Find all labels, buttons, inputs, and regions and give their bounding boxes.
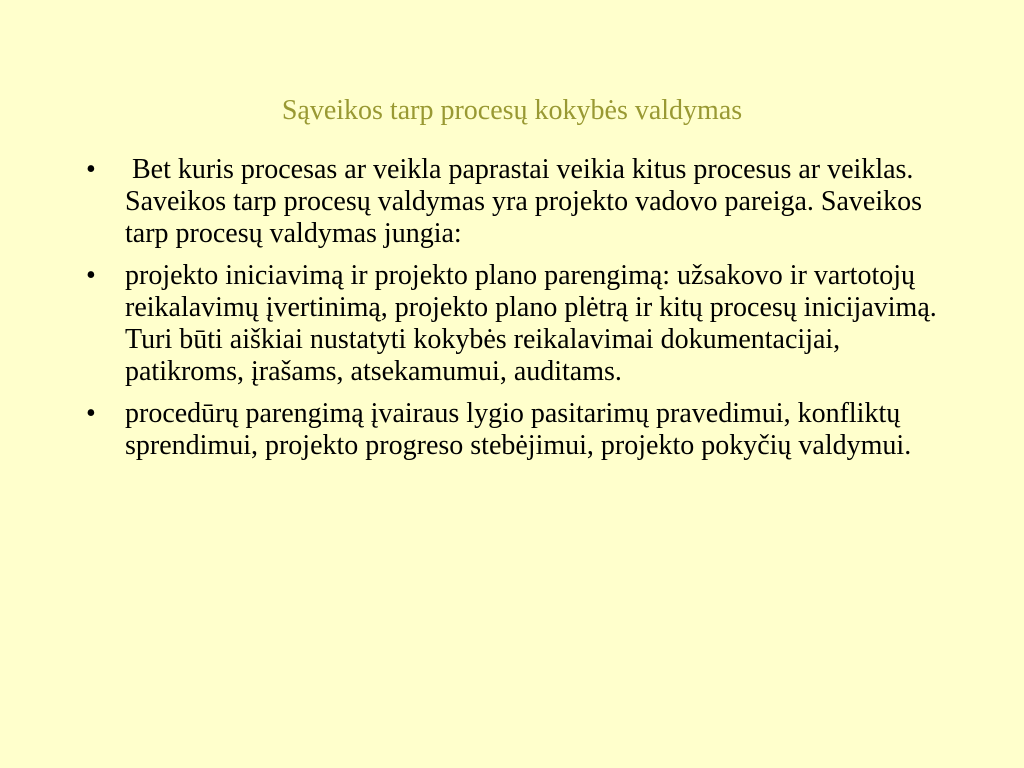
- bullet-icon: •: [86, 260, 96, 291]
- bullet-icon: •: [86, 398, 96, 429]
- bullet-text-1: Bet kuris procesas ar veikla paprastai veikia kitus procesus ar veiklas. Saveikos tarp procesų valdymas yra projekto vadovo pareiga. Saveikos tarp procesų valdymas jungia:: [125, 154, 930, 249]
- bullet-item-1: [84, 154, 964, 250]
- bullet-text-2: projekto iniciavimą ir projekto plano parengimą: užsakovo ir vartotojų reikalavimų įvertinimą, projekto plano plėtrą ir kitų procesų inicijavimą. Turi būti aiškiai nustatyti kokybės reikalavimai dokumentacijai, patikroms, įrašams, atsekamumui, auditams.: [125, 260, 937, 387]
- bullet-icon: •: [86, 154, 96, 185]
- bullet-item-2: [84, 260, 964, 388]
- bullet-text-3: procedūrų parengimą įvairaus lygio pasitarimų pravedimui, konfliktų sprendimui, projekto progreso stebėjimui, projekto pokyčių valdymui.: [125, 398, 912, 461]
- bullet-list: [84, 154, 964, 472]
- bullet-item-3: [84, 398, 964, 462]
- slide-title: Sąveikos tarp procesų kokybės valdymas: [281, 95, 743, 126]
